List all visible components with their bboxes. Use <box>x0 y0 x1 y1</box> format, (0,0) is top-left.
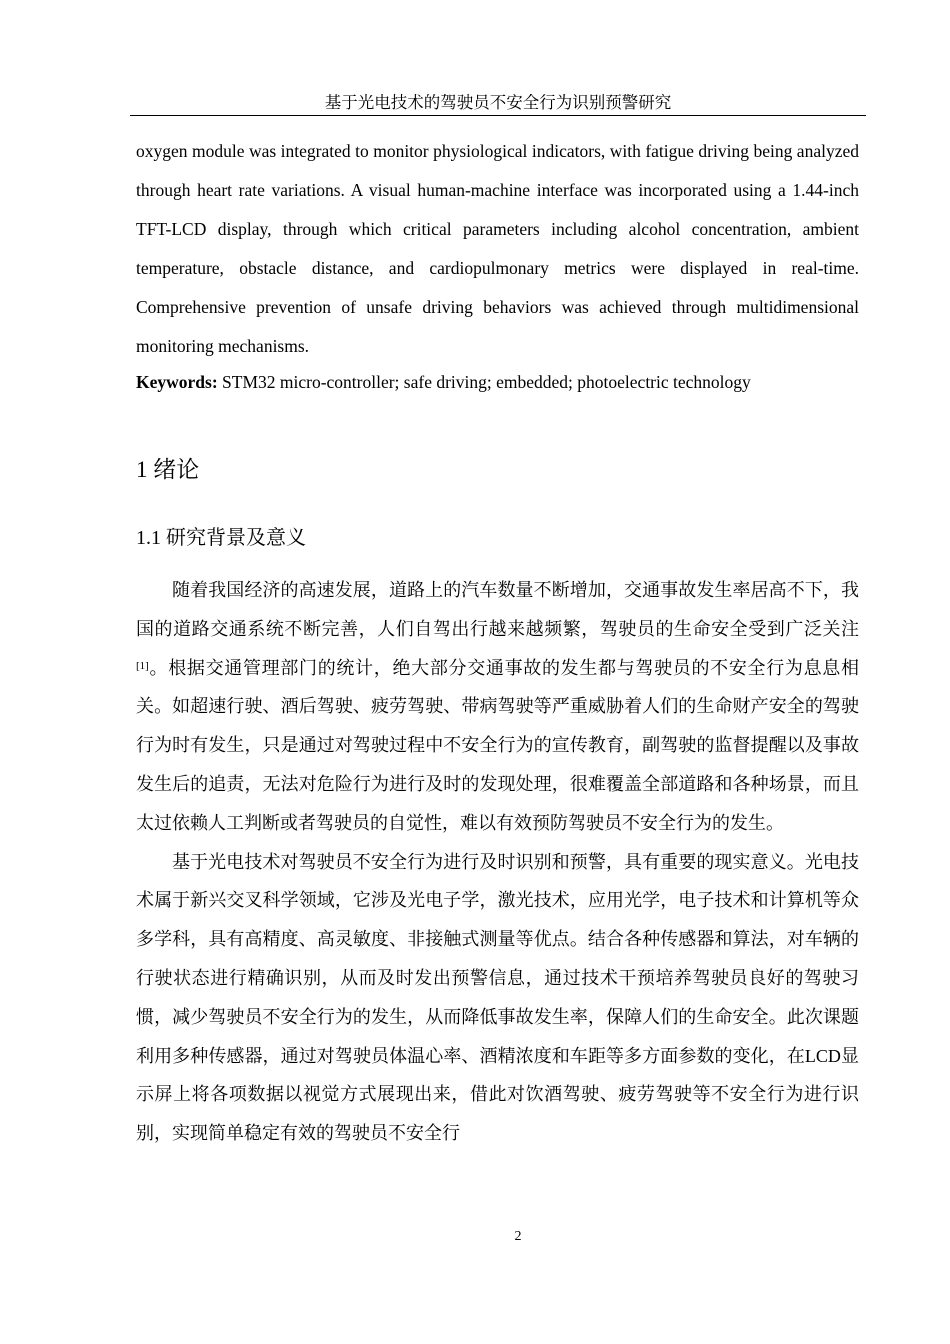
paragraph-1 <box>136 571 859 843</box>
paragraph-1-text-a: 随着我国经济的高速发展，道路上的汽车数量不断增加，交通事故发生率居高不下，我国的道路交通系统不断完善，人们自驾出行越来越频繁，驾驶员的生命安全受到广泛关注 <box>136 580 859 639</box>
keywords-label: Keywords: <box>136 372 218 392</box>
paragraph-1-text-b: 。根据交通管理部门的统计，绝大部分交通事故的发生都与驾驶员的不安全行为息息相关。如超速行驶、酒后驾驶、疲劳驾驶、带病驾驶等严重威胁着人们的生命财产安全的驾驶行为时有发生，只是通过对驾驶过程中不安全行为的宣传教育，副驾驶的监督提醒以及事故发生后的追责，无法对危险行为进行及时的发现处理，很难覆盖全部道路和各种场景，而且太过依赖人工判断或者驾驶员的自觉性，难以有效预防驾驶员不安全行为的发生。 <box>136 657 859 833</box>
abstract-paragraph: oxygen module was integrated to monitor physiological indicators, with fatigue driving being analyzed through heart rate variations. A visual human-machine interface was incorporated using a 1.44-inch TFT-LCD display, through which critical parameters including alcohol concentration, ambient temperature, obstacle distance, and cardiopulmonary metrics were displayed in real-time. Comprehensive prevention of unsafe driving behaviors was achieved through multidimensional monitoring mechanisms. <box>136 141 859 356</box>
body-text <box>136 571 859 1153</box>
subsection-heading: 1.1 研究背景及意义 <box>136 527 306 549</box>
paragraph-2: 基于光电技术对驾驶员不安全行为进行及时识别和预警，具有重要的现实意义。光电技术属于新兴交叉科学领域，它涉及光电子学，激光技术，应用光学，电子技术和计算机等众多学科，具有高精度、高灵敏度、非接触式测量等优点。结合各种传感器和算法，对车辆的行驶状态进行精确识别，从而及时发出预警信息，通过技术干预培养驾驶员良好的驾驶习惯，减少驾驶员不安全行为的发生，从而降低事故发生率，保障人们的生命安全。此次课题利用多种传感器，通过对驾驶员体温心率、酒精浓度和车距等多方面参数的变化，在LCD显示屏上将各项数据以视觉方式展现出来，借此对饮酒驾驶、疲劳驾驶等不安全行为进行识别，实现简单稳定有效的驾驶员不安全行 <box>136 851 859 1144</box>
keywords-text: STM32 micro-controller; safe driving; embedded; photoelectric technology <box>217 372 751 392</box>
header-rule <box>130 115 866 116</box>
keywords-line <box>136 368 859 396</box>
running-header: 基于光电技术的驾驶员不安全行为识别预警研究 <box>324 93 672 112</box>
citation-ref: [1] <box>136 659 149 672</box>
section-heading: 1 绪论 <box>136 457 200 482</box>
page-number: 2 <box>514 1229 522 1244</box>
